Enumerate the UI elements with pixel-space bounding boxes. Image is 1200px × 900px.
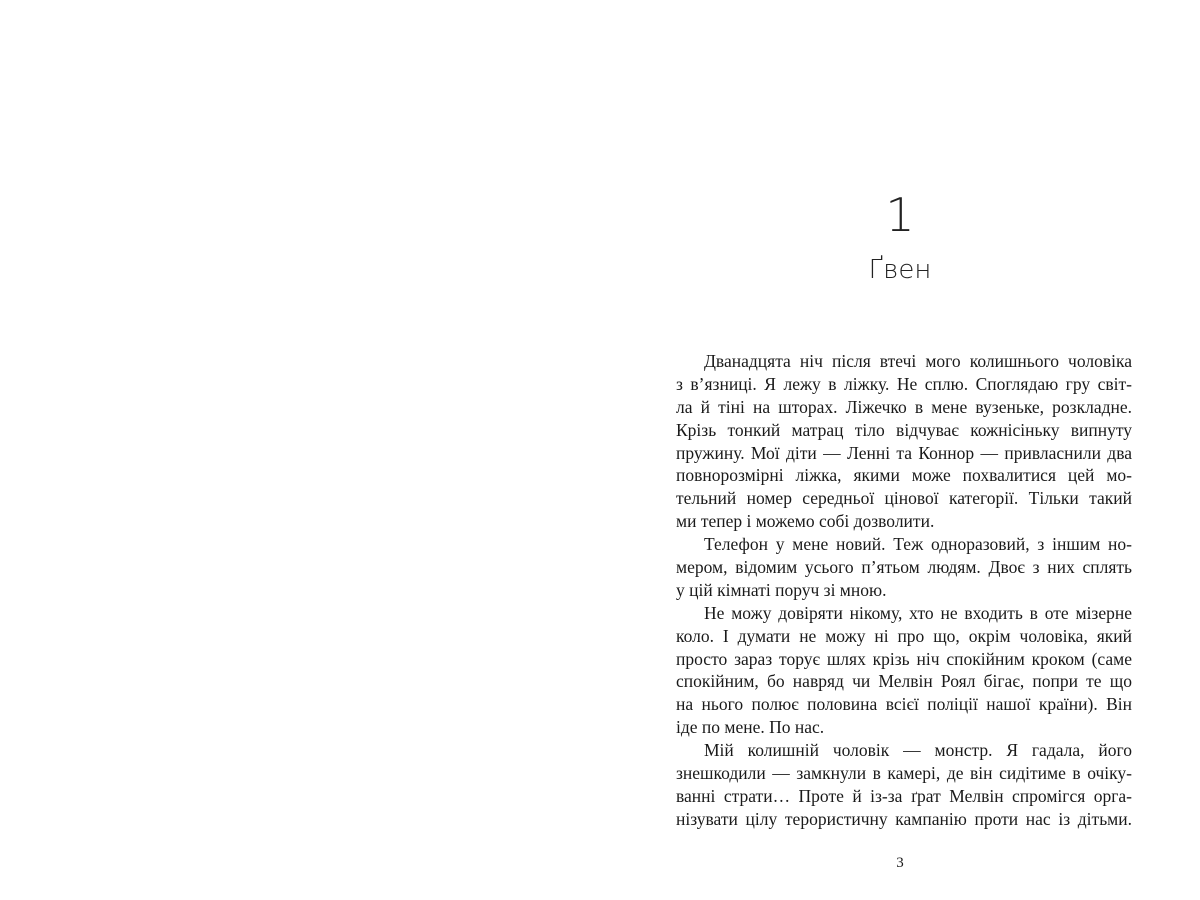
text-line: Крізь тонкий матрац тіло відчуває кожнісіньку випнуту (676, 419, 1132, 440)
chapter-number: 1 (885, 188, 915, 242)
text-line: ванні страти… Проте й із-за ґрат Мелвін спромігся орга- (676, 785, 1132, 806)
page-number: 3 (896, 855, 904, 871)
text-line: пружину. Мої діти — Ленні та Коннор — привласнили два (676, 442, 1132, 463)
text-line: повнорозмірні ліжка, якими може похвалитися цей мо- (676, 465, 1132, 486)
chapter-body-text (676, 350, 1132, 831)
text-line: Не можу довіряти нікому, хто не входить в оте мізерне (704, 602, 1132, 623)
text-line: у цій кімнаті поруч зі мною. (676, 579, 887, 600)
text-line: тельний номер середньої цінової категорії. Тільки такий (676, 488, 1132, 509)
text-line: мером, відомим усього п’ятьом людям. Двоє з них сплять (676, 557, 1132, 578)
text-line: Мій колишній чоловік — монстр. Я гадала, його (704, 740, 1132, 761)
text-line: Дванадцята ніч після втечі мого колишнього чоловіка (704, 351, 1132, 371)
text-line: коло. І думати не можу ні про що, окрім чоловіка, який (676, 625, 1132, 646)
chapter-title: Ґвен (868, 255, 932, 285)
right-page (600, 0, 1200, 900)
text-line: іде по мене. По нас. (676, 717, 825, 738)
text-line: спокійним, бо навряд чи Мелвін Роял бігає, попри те що (676, 671, 1132, 692)
text-line: просто зараз торує шлях крізь ніч спокійним кроком (саме (676, 648, 1132, 669)
text-line: ми тепер і можемо собі дозволити. (676, 511, 935, 532)
text-line: нізувати цілу терористичну кампанію проти нас із дітьми. (676, 808, 1132, 829)
text-line: знешкодили — замкнули в камері, де він сидітиме в очіку- (676, 763, 1132, 784)
text-line: ла й тіні на шторах. Ліжечко в мене вузеньке, розкладне. (676, 396, 1132, 417)
text-line: Телефон у мене новий. Теж одноразовий, з іншим но- (704, 534, 1132, 555)
text-line: на нього полює половина всієї поліції нашої країни). Він (676, 694, 1132, 715)
text-line: з в’язниці. Я лежу в ліжку. Не сплю. Споглядаю гру світ- (676, 373, 1132, 394)
